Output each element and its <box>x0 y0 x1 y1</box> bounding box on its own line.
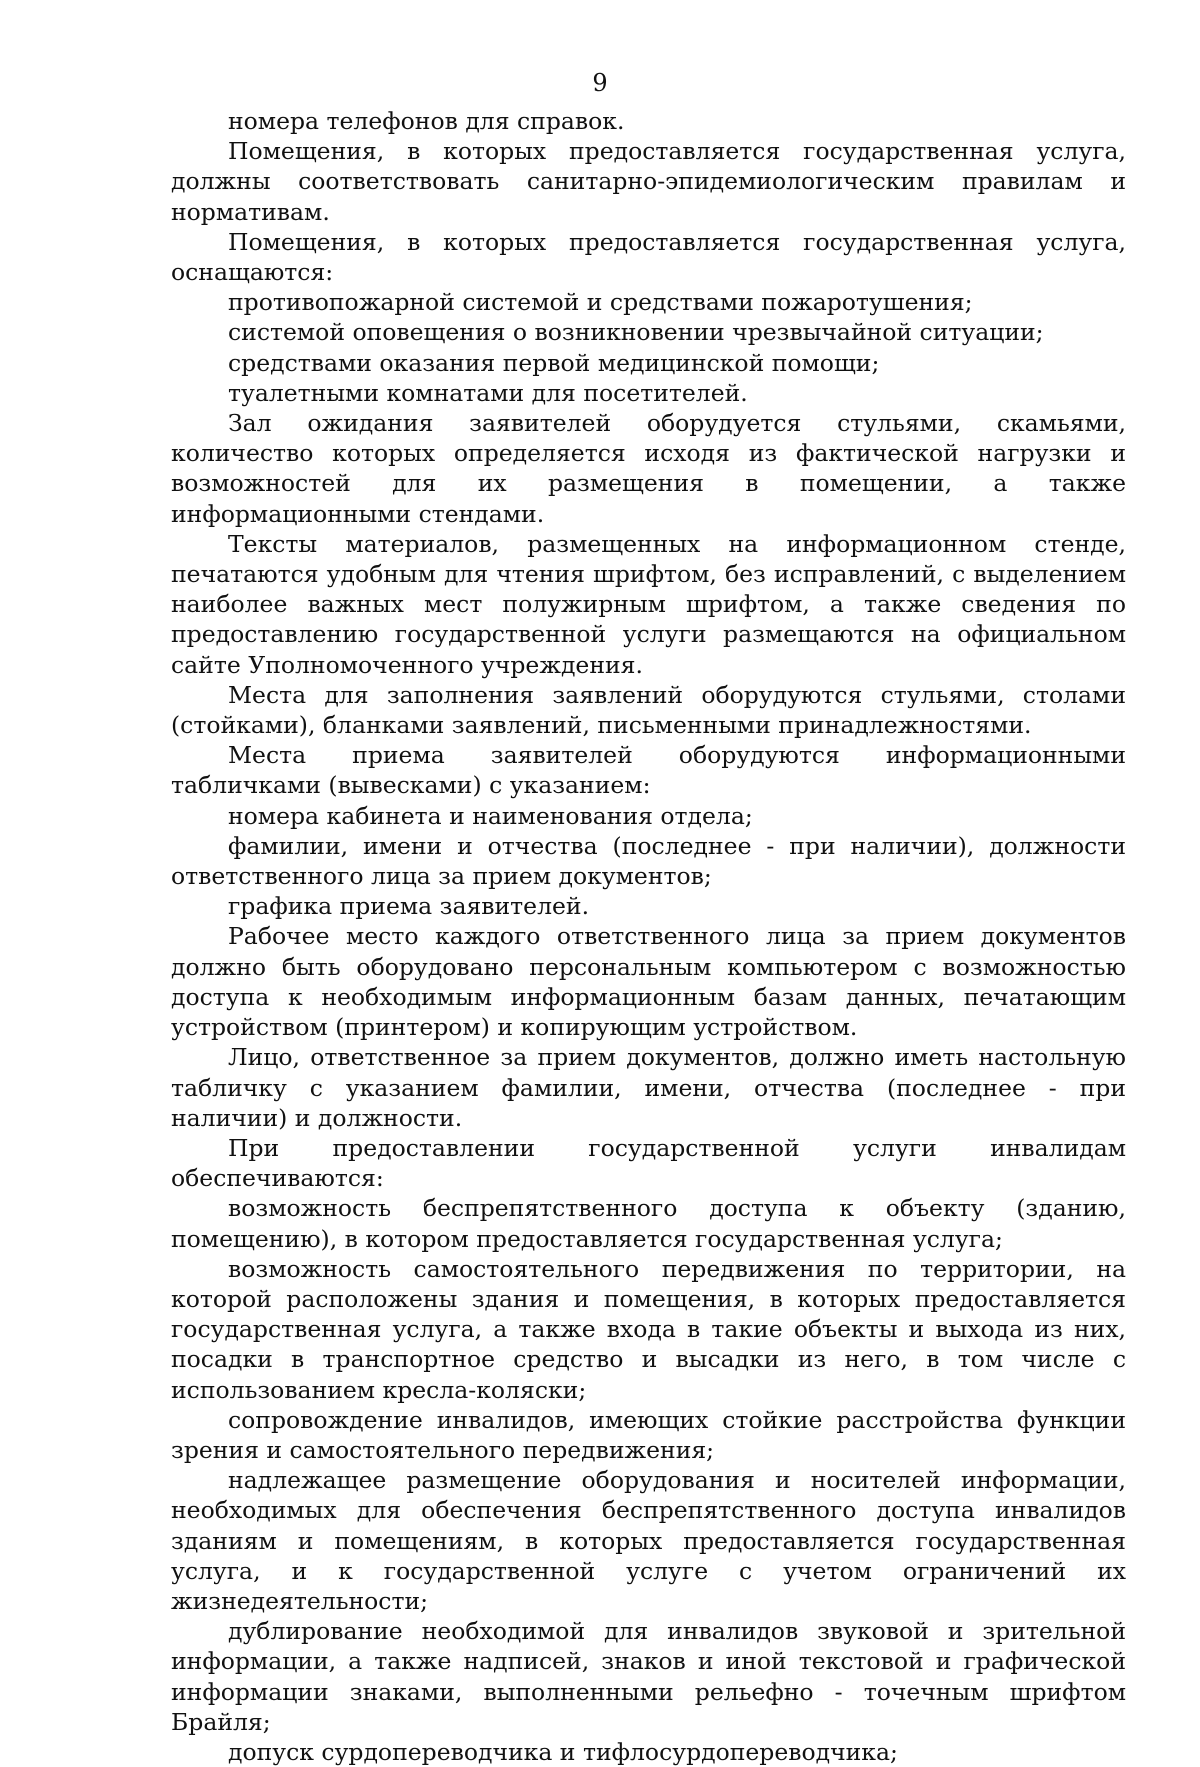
list-item-escort: сопровождение инвалидов, имеющих стойкие расстройства функции зрения и самостоятельного передвижения; <box>171 1405 1126 1464</box>
paragraph-workplace: Рабочее место каждого ответственного лица за прием документов должно быть оборудовано персональным компьютером с возможностью доступа к необходимым информационным базам данных, печатающим устройством (принтером) и копирующим устройством. <box>171 922 1126 1042</box>
list-item-braille-duplication: дублирование необходимой для инвалидов звуковой и зрительной информации, а также надписей, знаков и иной текстовой и графической информации знаками, выполненными рельефно - точечным шрифтом Брайля; <box>171 1617 1126 1736</box>
list-item-unobstructed-access: возможность беспрепятственного доступа к объекту (зданию, помещению), в котором предоставляется государственная услуга; <box>171 1194 1126 1253</box>
list-item-first-aid: средствами оказания первой медицинской помощи; <box>228 348 880 377</box>
list-item-equipment-placement: надлежащее размещение оборудования и носителей информации, необходимых для обеспечения беспрепятственного доступа инвалидов зданиям и помещениям, в которых предоставляется государственная услуга, и к государственной услуге с учетом ограничений их жизнедеятельности; <box>171 1466 1126 1615</box>
paragraph-phone-numbers: номера телефонов для справок. <box>228 107 625 135</box>
list-item-independent-movement: возможность самостоятельного передвижения по территории, на которой расположены здания и помещения, в которых предоставляется государственная услуга, а также входа в такие объекты и выхода из них, посадки в транспортное средство и высадки из него, в том числе с использованием кресла-коляски; <box>171 1254 1126 1404</box>
paragraph-reception-signs: Места приема заявителей оборудуются информационными табличками (вывесками) с указанием: <box>171 741 1126 800</box>
list-item-schedule: графика приема заявителей. <box>228 892 590 921</box>
list-item-fire-system: противопожарной системой и средствами пожаротушения; <box>228 288 973 317</box>
list-item-sign-interpreter: допуск сурдопереводчика и тифлосурдопереводчика; <box>228 1737 898 1766</box>
list-item-responsible-name: фамилии, имени и отчества (последнее - при наличии), должности ответственного лица за прием документов; <box>171 831 1126 891</box>
paragraph-disability-provisions: При предоставлении государственной услуги инвалидам обеспечиваются: <box>171 1133 1126 1193</box>
list-item-alert-system: системой оповещения о возникновении чрезвычайной ситуации; <box>228 318 1044 347</box>
paragraph-waiting-hall: Зал ожидания заявителей оборудуется стульями, скамьями, количество которых определяется исходя из фактической нагрузки и возможностей для их размещения в помещении, а также информационными стендами. <box>171 409 1126 528</box>
paragraph-info-stand-texts: Тексты материалов, размещенных на информационном стенде, печатаются удобным для чтения шрифтом, без исправлений, с выделением наиболее важных мест полужирным шрифтом, а также сведения по предоставлению государственной услуги размещаются на официальном сайте Уполномоченного учреждения. <box>171 529 1126 679</box>
paragraph-application-places: Места для заполнения заявлений оборудуются стульями, столами (стойками), бланками заявлений, письменными принадлежностями. <box>171 680 1126 740</box>
page-number: 9 <box>592 69 608 97</box>
list-item-office-number: номера кабинета и наименования отдела; <box>228 801 753 830</box>
list-item-restrooms: туалетными комнатами для посетителей. <box>228 378 748 407</box>
paragraph-sanitary-rules: Помещения, в которых предоставляется государственная услуга, должны соответствовать санитарно-эпидемиологическим правилам и нормативам. <box>171 137 1126 226</box>
paragraph-premises-equipment: Помещения, в которых предоставляется государственная услуга, оснащаются: <box>171 227 1126 287</box>
document-body <box>171 106 1126 1767</box>
paragraph-desk-sign: Лицо, ответственное за прием документов, должно иметь настольную табличку с указанием фамилии, имени, отчества (последнее - при наличии) и должности. <box>171 1043 1126 1132</box>
